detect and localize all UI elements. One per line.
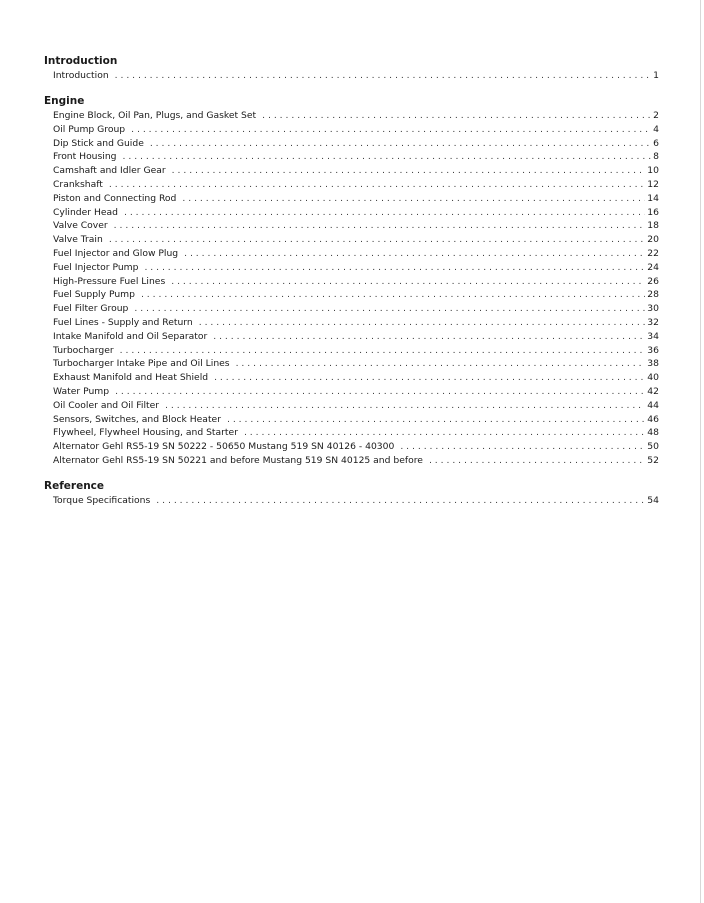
toc-entry[interactable] [44,330,659,344]
toc-entry-title: Introduction [53,69,109,81]
toc-entry-list [44,494,659,508]
toc-entry-page-number: 12 [647,179,659,191]
toc-entry-title: Turbocharger [53,344,114,356]
dot-leader [236,357,646,371]
dot-leader [109,178,645,192]
toc-entry[interactable] [44,233,659,247]
toc-entry-page-number: 22 [647,248,659,260]
toc-entry-page-number: 18 [647,220,659,232]
toc-entry-title: Front Housing [53,151,117,163]
dot-leader [244,426,645,440]
toc-entry-page-number: 54 [647,495,659,507]
toc-entry-page-number: 4 [653,123,659,135]
dot-leader [429,454,645,468]
toc-entry-title: Fuel Supply Pump [53,289,135,301]
dot-leader [115,385,645,399]
toc-entry-title: Cylinder Head [53,206,118,218]
toc-entry[interactable] [44,371,659,385]
toc-entry[interactable] [44,440,659,454]
dot-leader [172,164,646,178]
toc-entry-title: Dip Stick and Guide [53,137,144,149]
toc-entry-page-number: 2 [653,110,659,122]
dot-leader [184,247,645,261]
toc-entry[interactable] [44,288,659,302]
dot-leader [120,344,646,358]
toc-entry-page-number: 16 [647,206,659,218]
toc-entry-page-number: 48 [647,427,659,439]
toc-entry-page-number: 46 [647,413,659,425]
toc-entry[interactable] [44,399,659,413]
toc-entry[interactable] [44,385,659,399]
toc-entry[interactable] [44,109,659,123]
toc-entry-title: Sensors, Switches, and Block Heater [53,413,221,425]
toc-entry[interactable] [44,344,659,358]
dot-leader [141,288,645,302]
dot-leader [182,192,645,206]
toc-entry[interactable] [44,357,659,371]
toc-entry-page-number: 20 [647,234,659,246]
toc-entry-page-number: 42 [647,386,659,398]
toc-entry-title: Water Pump [53,386,110,398]
dot-leader [123,150,652,164]
toc-entry-page-number: 36 [647,344,659,356]
dot-leader [109,233,645,247]
toc-entry[interactable] [44,150,659,164]
toc-entry-page-number: 30 [647,303,659,315]
dot-leader [131,123,651,137]
toc-entry-title: Fuel Injector and Glow Plug [53,248,179,260]
toc-entry-page-number: 32 [647,317,659,329]
toc-section-title: Reference [44,480,105,493]
dot-leader [199,316,646,330]
toc-entry[interactable] [44,164,659,178]
dot-leader [150,137,651,151]
toc-entry-title: Turbocharger Intake Pipe and Oil Lines [53,358,230,370]
toc-entry-title: Intake Manifold and Oil Separator [53,330,208,342]
toc-entry-page-number: 6 [653,137,659,149]
toc-entry-page-number: 50 [647,441,659,453]
dot-leader [171,275,645,289]
toc-entry[interactable] [44,219,659,233]
toc-entry-title: Torque Specifications [53,495,151,507]
toc-entry-title: Flywheel, Flywheel Housing, and Starter [53,427,238,439]
toc-entry-page-number: 24 [647,261,659,273]
dot-leader [214,371,645,385]
toc-entry[interactable] [44,69,659,83]
dot-leader [156,494,645,508]
dot-leader [227,413,645,427]
toc-entry-list [44,109,659,468]
toc-entry-title: Oil Cooler and Oil Filter [53,399,160,411]
toc-entry-page-number: 34 [647,330,659,342]
toc-entry[interactable] [44,494,659,508]
toc-section-title: Engine [44,95,85,108]
toc-entry-page-number: 44 [647,399,659,411]
toc-entry-page-number: 38 [647,358,659,370]
toc-entry[interactable] [44,413,659,427]
toc-entry[interactable] [44,178,659,192]
toc-entry[interactable] [44,426,659,440]
toc-entry-title: Camshaft and Idler Gear [53,165,166,177]
toc-entry-page-number: 10 [647,165,659,177]
toc-entry-title: Valve Cover [53,220,108,232]
toc-entry[interactable] [44,275,659,289]
toc-entry[interactable] [44,261,659,275]
toc-entry[interactable] [44,454,659,468]
toc-entry-title: Fuel Filter Group [53,303,129,315]
toc-entry-page-number: 26 [647,275,659,287]
toc-entry-title: Fuel Injector Pump [53,261,139,273]
toc-section [44,95,659,468]
dot-leader [262,109,651,123]
toc-entry-title: Oil Pump Group [53,123,126,135]
toc-entry-title: High-Pressure Fuel Lines [53,275,166,287]
toc-entry-page-number: 1 [653,69,659,81]
dot-leader [213,330,645,344]
toc-entry-list [44,69,659,83]
dot-leader [114,219,646,233]
toc-entry-page-number: 28 [647,289,659,301]
dot-leader [134,302,645,316]
toc-entry-title: Fuel Lines - Supply and Return [53,317,193,329]
toc-entry-page-number: 14 [647,192,659,204]
toc-entry[interactable] [44,123,659,137]
toc-entry-page-number: 52 [647,455,659,466]
toc-entry-title: Alternator Gehl RS5-19 SN 50222 - 50650 Mustang 519 SN 40126 - 40300 [53,441,395,453]
toc-entry-page-number: 40 [647,372,659,384]
dot-leader [115,69,652,83]
toc-entry[interactable] [44,247,659,261]
toc-section-title: Introduction [44,55,118,67]
toc-entry[interactable] [44,206,659,220]
toc-section [44,480,659,508]
dot-leader [144,261,645,275]
dot-leader [124,206,645,220]
toc-entry-title: Alternator Gehl RS5-19 SN 50221 and before Mustang 519 SN 40125 and before [53,455,423,466]
table-of-contents [44,55,659,521]
toc-entry[interactable] [44,192,659,206]
toc-entry-title: Piston and Connecting Rod [53,192,177,204]
dot-leader [165,399,645,413]
toc-entry-title: Exhaust Manifold and Heat Shield [53,372,209,384]
toc-entry-page-number: 8 [653,151,659,163]
toc-section [44,55,659,83]
toc-entry-title: Valve Train [53,234,103,246]
toc-entry[interactable] [44,316,659,330]
dot-leader [400,440,645,454]
toc-entry[interactable] [44,137,659,151]
toc-entry[interactable] [44,302,659,316]
toc-entry-title: Crankshaft [53,179,103,191]
toc-entry-title: Engine Block, Oil Pan, Plugs, and Gasket Set [53,110,257,122]
